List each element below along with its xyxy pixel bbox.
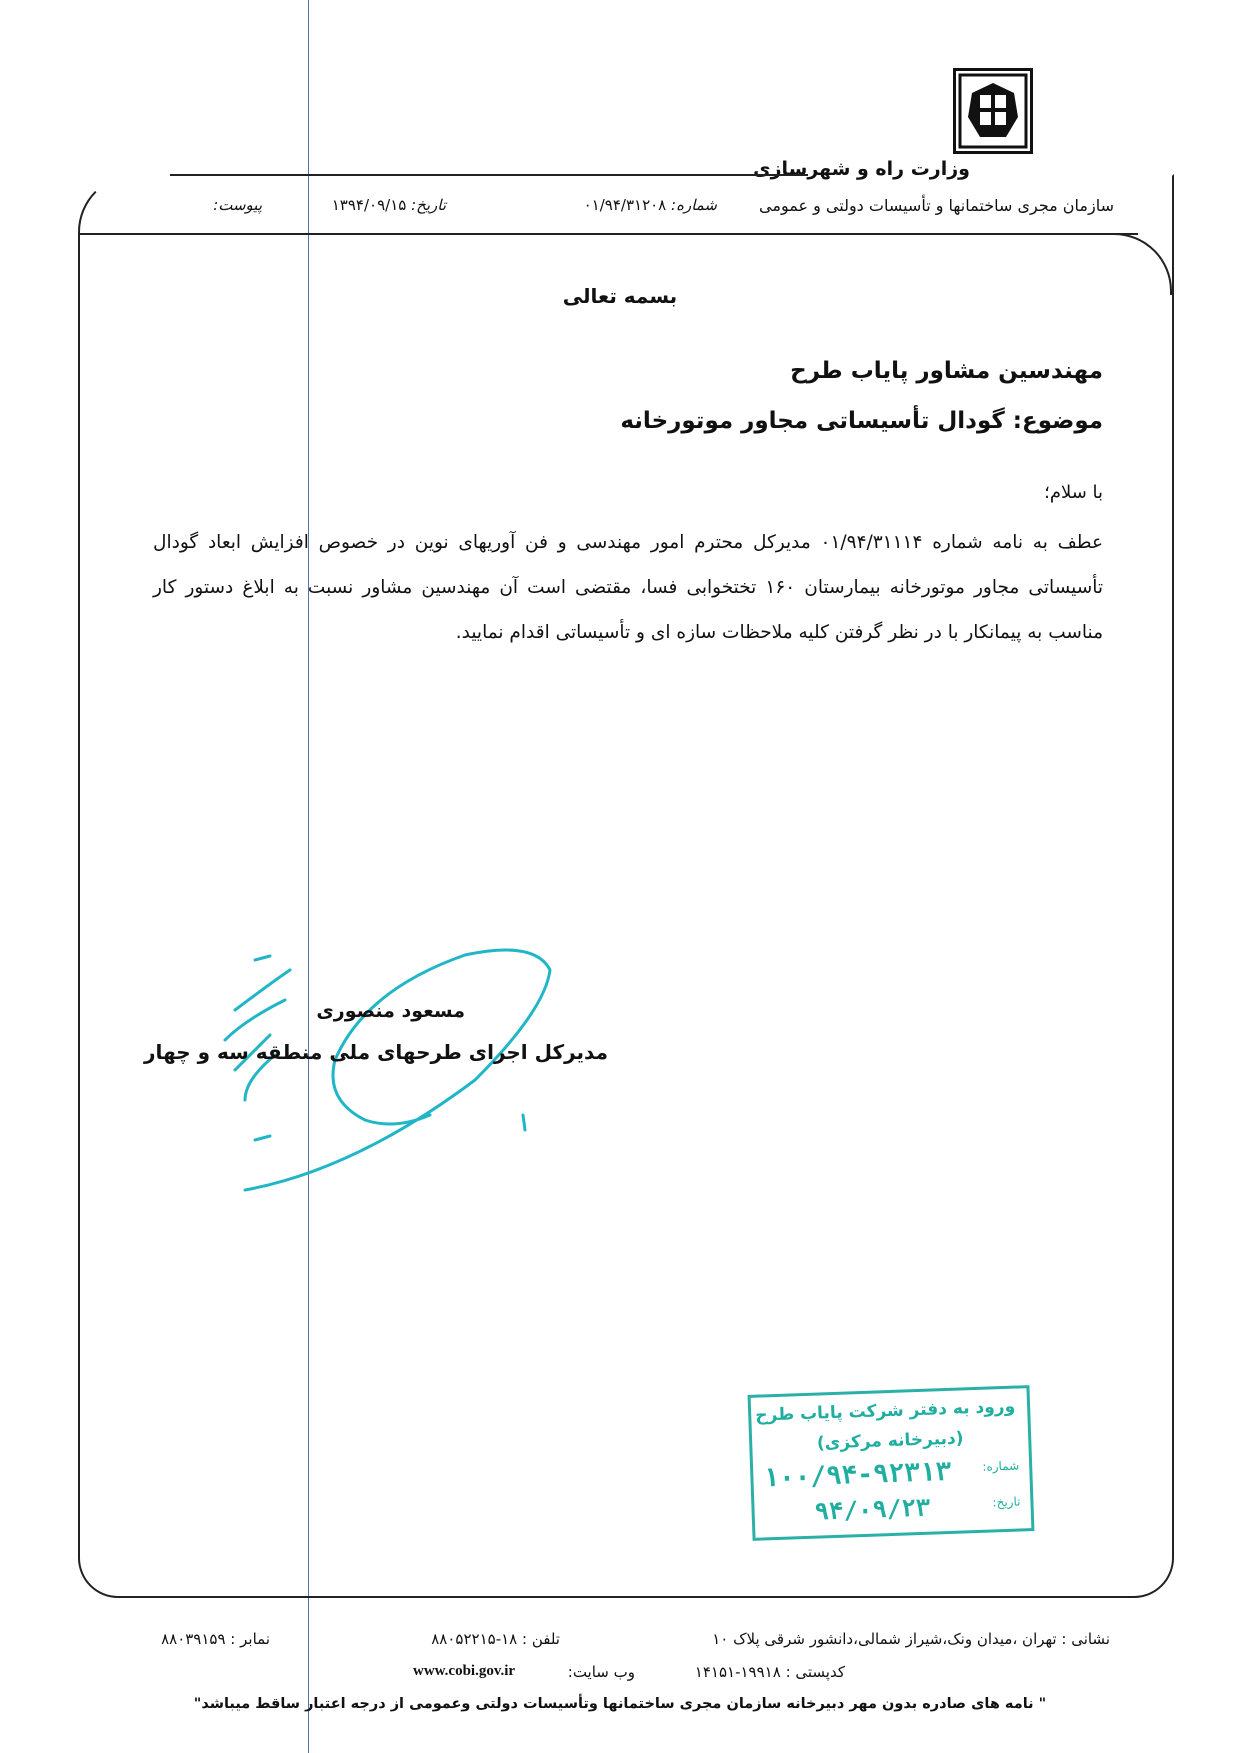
footer-phone: تلفن : ۱۸-۸۸۰۵۲۲۱۵ <box>431 1630 560 1648</box>
signer-name: مسعود منصوری <box>316 1000 465 1022</box>
letter-number-label: شماره: <box>671 196 717 214</box>
letter-frame <box>78 174 1174 1598</box>
letter-attachment-label: پیوست: <box>213 196 262 214</box>
organization-name: سازمان مجری ساختمانها و تأسیسات دولتی و عمومی <box>759 196 1114 215</box>
stamp-department: (دبیرخانه مرکزی) <box>816 1428 964 1454</box>
ministry-logo <box>953 68 1033 154</box>
ministry-name: وزارت راه و شهرسازی <box>753 158 970 180</box>
handwritten-signature <box>215 940 570 1210</box>
ministry-logo-icon <box>956 71 1030 151</box>
meta-divider <box>78 233 1138 235</box>
letter-number-value: ۰۱/۹۴/۳۱۲۰۸ <box>583 196 667 214</box>
stamp-date-label: تاریخ: <box>992 1494 1021 1510</box>
bismillah-heading: بسمه تعالی <box>562 284 678 308</box>
letter-body: عطف به نامه شماره ۰۱/۹۴/۳۱۱۱۴ مدیرکل محترم امور مهندسی و فن آوریهای نوین در خصوص افزایش ابعاد گودال تأسیساتی مجاور موتورخانه بیمارستان ۱۶۰ تختخوابی فسا، مقتضی است آن مهندسین مشاور نسبت به ابلاغ دستور کار مناسب به پیمانکار با در نظر گرفتن کلیه ملاحظات سازه ای و تأسیساتی اقدام نمایید. <box>153 532 1103 643</box>
letter-attachment <box>213 196 262 214</box>
footer-disclaimer: " نامه های صادره بدون مهر دبیرخانه سازمان مجری ساختمانها وتأسیسات دولتی وعمومی از درجه اعتبار ساقط میباشد" <box>193 1696 1047 1712</box>
letter-number <box>584 196 717 214</box>
recipient: مهندسین مشاور پایاب طرح <box>790 358 1103 384</box>
subject-line: موضوع: گودال تأسیساتی مجاور موتورخانه <box>620 408 1103 434</box>
stamp-number-value: ۱۰۰/۹۴-۹۲۳۱۳ <box>762 1456 952 1494</box>
letter-date-value: ۱۳۹۴/۰۹/۱۵ <box>331 196 407 214</box>
footer-address: نشانی : تهران ،میدان ونک،شیراز شمالی،دانشور شرقی پلاک ۱۰ <box>712 1630 1110 1648</box>
footer-website-link[interactable]: www.cobi.gov.ir <box>413 1663 516 1679</box>
footer-postal-code: کدپستی : ۱۹۹۱۸-۱۴۱۵۱ <box>694 1663 845 1681</box>
stamp-number-label: شماره: <box>982 1458 1020 1474</box>
footer-website-label: وب سایت: <box>567 1663 635 1681</box>
greeting: با سلام؛ <box>1044 482 1103 503</box>
letter-date <box>332 196 446 214</box>
signer-title: مدیرکل اجرای طرحهای ملی منطقه سه و چهار <box>144 1040 608 1064</box>
stamp-company: ورود به دفتر شرکت پایاب طرح <box>754 1396 1016 1426</box>
stamp-date-value: ۹۴/۰۹/۲۳ <box>814 1493 931 1526</box>
receipt-stamp <box>748 1385 1035 1541</box>
footer-fax: نمابر : ۸۸۰۳۹۱۵۹ <box>161 1630 270 1648</box>
letter-date-label: تاریخ: <box>411 196 446 214</box>
